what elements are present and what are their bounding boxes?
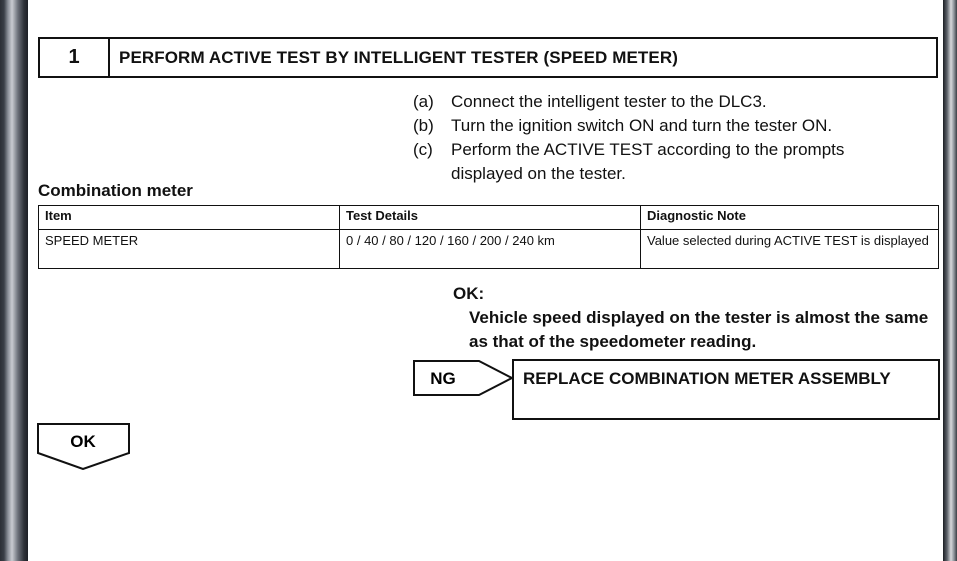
instruction-text: Turn the ignition switch ON and turn the tester ON. (451, 116, 833, 135)
cell-test-details: 0 / 40 / 80 / 120 / 160 / 200 / 240 km (340, 230, 641, 269)
instruction-text: Connect the intelligent tester to the DLC3. (451, 92, 767, 111)
ok-arrow-label: OK (70, 432, 96, 451)
instruction-item (413, 114, 913, 138)
table-header-row (39, 206, 939, 230)
instruction-letter: (c) (413, 140, 433, 159)
ng-action-box: REPLACE COMBINATION METER ASSEMBLY (512, 359, 940, 420)
step-number: 1 (40, 39, 110, 76)
instruction-list (413, 90, 913, 186)
column-header-diagnostic-note: Diagnostic Note (641, 206, 939, 230)
section-title: Combination meter (38, 181, 193, 200)
ok-label: OK: (453, 284, 485, 303)
column-header-test-details: Test Details (340, 206, 641, 230)
window-frame-left (0, 0, 28, 561)
cell-diagnostic-note: Value selected during ACTIVE TEST is displayed (641, 230, 939, 269)
window-frame-right (943, 0, 957, 561)
instruction-letter: (a) (413, 92, 434, 111)
cell-item: SPEED METER (39, 230, 340, 269)
ng-label: NG (430, 369, 456, 388)
ng-arrow-icon (413, 360, 514, 396)
step-header (38, 37, 938, 78)
instruction-letter: (b) (413, 116, 434, 135)
instruction-item (413, 90, 913, 114)
ok-criteria-text: Vehicle speed displayed on the tester is almost the same as that of the speedometer reading. (469, 308, 929, 351)
table-row (39, 230, 939, 269)
ok-criteria (453, 284, 943, 354)
step-title: PERFORM ACTIVE TEST BY INTELLIGENT TESTER (SPEED METER) (119, 47, 678, 67)
instruction-item (413, 138, 913, 186)
column-header-item: Item (39, 206, 340, 230)
instruction-text: Perform the ACTIVE TEST according to the prompts displayed on the tester. (451, 140, 845, 183)
spec-table (38, 205, 939, 269)
ok-arrow-icon (37, 423, 131, 470)
document-page (28, 0, 943, 561)
